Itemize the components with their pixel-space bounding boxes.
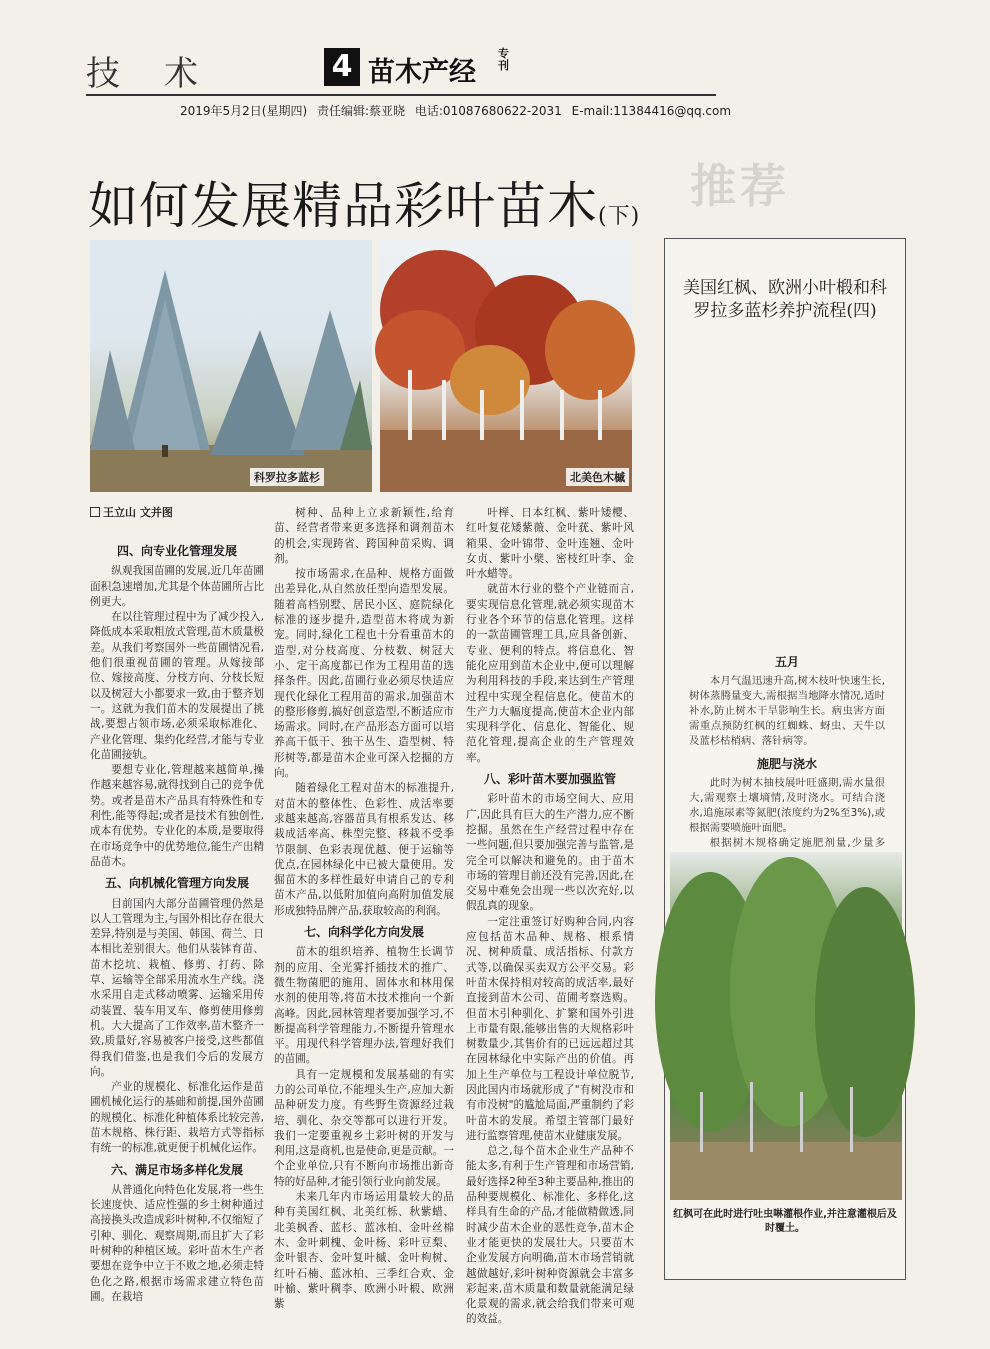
paragraph: 就苗木行业的整个产业链而言,要实现信息化管理,就必须实现苗木行业各个环节的信息化管理。这样的一款苗圃管理工具,应具备创新、专业、便利的特点。将信息化、智能化应用到苗木企业中,便可以理解为利用科技的手段,来达到生产管理过程中实现全程信息化。使苗木的生产力大幅度提高,使苗木企业内部实现科学化、信息化、智能化、规范化管理,提高企业的生产管理效率。 <box>466 583 634 764</box>
paragraph: 在以往管理过程中为了减少投入,降低成本采取粗放式管理,苗木质量极差。从我们考察国外一些苗圃情况看,他们很重视苗圃的管理。从嫁接部位、嫁接高度、分枝方向、分枝长短以及树冠大小都要求一致,由于整齐划一。这就为我们苗木的发展提出了挑战,要想占领市场,必须采取标准化、产业化管理、集约化经营,才能与专业化苗圃接轨。 <box>90 611 264 761</box>
paragraph: 苗木的组织培养、植物生长调节剂的应用、全光雾扦插技术的推广、微生物菌肥的施用、固体水和林用保水剂的使用等,将苗木技术推向一个新高峰。因此,园林管理者要加强学习,不断提高科学管理能力,不断提升管理水平。用现代科学管理办法,管理好我们的苗圃。 <box>274 946 454 1066</box>
paragraph: 一定注重签订好购种合同,内容应包括苗木品种、规格、根系情况、树种质量、成活指标、付款方式等,以确保买卖双方公平交易。彩叶苗木保持相对较高的成活率,最好直接到苗木公司、苗圃考察选购。但苗木引种驯化、扩繁和国外引进上市量有限,能够出售的大规格彩叶树数量少,其售价有的已远远超过其在园林绿化中实际产出的价值。再加上生产单位与工程设计单位脱节,因此国内市场就形成了"有树没市和有市没树"的尴尬局面,严重制约了彩叶苗木的发展。希望主管部门最好进行监察管理,使苗木业健康发展。 <box>466 915 634 1142</box>
section-heading: 五月 <box>774 655 799 669</box>
paragraph: 纵观我国苗圃的发展,近几年苗圃面积急速增加,尤其是个体苗圃所占比例更大。 <box>90 565 264 608</box>
paragraph: 目前国内大部分苗圃管理仍然是以人工管理为主,与国外相比存在很大差异,特别是与美国、韩国、荷兰、日本相比差别很大。他们从装钵育苗、苗木挖坑、栽植、修剪、打药、除草、运输等全部采用流水生产线。浇水采用自走式移动喷雾、运输采用传动装置、装车用叉车、修剪使用修剪机。大大提高了工作效率,苗木整齐一致,质量好,容易被客户接受,这些都值得我们借鉴,也是我们今后的发展方向。 <box>90 897 264 1078</box>
photo-maple-row <box>670 852 902 1200</box>
page-number: 4 <box>324 48 360 86</box>
publication-tag: 专刊 <box>498 47 509 72</box>
headline-main: 如何发展精品彩叶苗木 <box>88 177 598 235</box>
email: E-mail:11384416@qq.com <box>571 104 732 118</box>
headline-part: (下) <box>598 204 641 229</box>
paragraph: 树种、品种上立求新颖性,给育苗、经营者带来更多选择和调剂苗木的机会,实现跨省、跨国种苗采购、调剂。 <box>274 507 454 565</box>
article-column-2 <box>274 506 454 1311</box>
masthead-rule <box>86 94 716 96</box>
bleed-through-text: 推荐 <box>690 159 790 213</box>
photo-caption-left: 科罗拉多蓝杉 <box>250 468 324 486</box>
paragraph: 此时为树木抽枝展叶旺盛期,需水量很大,需观察土壤墒情,及时浇水。可结合浇水,追施尿素等氮肥(浓度约为2%至3%),或根据需要喷施叶面肥。 <box>689 777 885 834</box>
masthead <box>86 40 716 104</box>
section-heading: 四、向专业化管理发展 <box>116 544 237 558</box>
spruce-illustration <box>90 240 372 492</box>
section-heading: 八、彩叶苗木要加强监管 <box>483 772 616 787</box>
paragraph: 叶榉、日本红枫、紫叶矮樱、红叶复花矮紫薇、金叶莸、紫叶风箱果、金叶锦带、金叶连翘、金叶女贞、紫叶小檗、密枝红叶李、金叶水蜡等。 <box>466 507 634 581</box>
article-column-1 <box>90 538 264 1303</box>
paragraph: 随着绿化工程对苗木的标准提升,对苗木的整体性、色彩性、成活率要求越来越高,容器苗具有根系发达、移栽成活率高、株型完整、移栽不受季节限制、色彩表现优越、便于运输等优点,在园林绿化中已被大量使用。发掘苗木的多样性最好申请自己的专利苗木产品,以低附加值向高附加值发展形成独特品牌产品,获取较高的利润。 <box>274 782 454 917</box>
sidebar-photo-caption: 红枫可在此时进行吐虫啉灌根作业,并注意灌根后及时覆土。 <box>673 1209 897 1234</box>
article-column-3 <box>466 506 634 1326</box>
paragraph: 具有一定规模和发展基础的有实力的公司单位,不能埋头生产,应加大新品种研发力度。有些野生资源经过栽培、驯化、杂交等都可以进行开发。我们一定要重视乡土彩叶树的开发与利用,这是商机,也是使命,更是贡献。一个企业单位,只有不断向市场推出新奇特的好品种,才能引领行业向前发展。 <box>274 1068 454 1188</box>
sidebar-title: 美国红枫、欧洲小叶椴和科罗拉多蓝杉养护流程(四) <box>683 278 887 321</box>
section-label: 技术 <box>86 54 242 94</box>
photo-caption-right: 北美色木槭 <box>566 468 629 486</box>
issue-date: 2019年5月2日(星期四) <box>180 104 308 118</box>
paragraph: 彩叶苗木的市场空间大、应用广,因此具有巨大的生产潜力,应不断挖掘。虽然在生产经营过程中存在一些问题,但只要加强完善与监管,是完全可以解决和避免的。由于苗木市场的管理目前还没有完善,因此,在交易中难免会出现一些以次充好,以假乱真的现象。 <box>466 793 634 913</box>
maple-row-illustration <box>670 852 902 1200</box>
paragraph: 按市场需求,在品种、规格方面做出差异化,从自然放任型向造型发展。随着高档别墅、居民小区、庭院绿化标准的逐步提升,造型苗木将成为新宠。同时,绿化工程也十分看重苗木的造型,对分枝高度、分枝数、树冠大小、定干高度都已作为工程用苗的选择条件。因此,苗圃行业必须尽快适应现代化绿化工程用苗的需求,加强苗木的整形修剪,搞好创意造型,不断适应市场需求。同时,在产品形态方面可以培养高干低干、独干丛生、造型树、特形树等,都是苗木企业可深入挖掘的方向。 <box>274 568 454 780</box>
paragraph: 未来几年内市场运用量较大的品种有美国红枫、北美红栎、秋紫蜡、北美枫香、蓝杉、蓝冰柏、金叶丝棉木、金叶刺槐、金叶杨、彩叶豆梨、金叶银杏、金叶复叶槭、金叶枸树、红叶石楠、蓝冰柏、三季红合欢、金叶榆、紫叶稠李、欧洲小叶椴、欧洲紫 <box>274 1191 454 1311</box>
paragraph: 从普通化向特色化发展,将一些生长速度快、适应性强的乡土树种通过高接换头改造成彩叶树种,不仅缩短了引种、驯化、观察周期,而且扩大了彩叶树种的种植区域。彩叶苗木生产者要想在竞争中立于不败之地,必须走特色化之路,根据市场需求建立特色苗圃。在栽培 <box>90 1183 264 1303</box>
editor: 责任编辑:蔡亚晓 <box>317 104 406 118</box>
section-heading: 施肥与浇水 <box>756 757 817 771</box>
photo-blue-spruce <box>90 240 372 492</box>
masthead-info <box>180 102 737 119</box>
publication-name: 苗木产经 <box>368 57 476 88</box>
byline: 王立山 文并图 <box>90 504 173 520</box>
paragraph: 总之,每个苗木企业生产品种不能太多,有利于生产管理和市场营销,最好选择2种至3种主要品种,推出的品种要规模化、标准化、多样化,这样具有生命的产品,才能做精做透,同时减少苗木企业的恶性竞争,苗木企业才能更快的发展壮大。只要苗木企业发展方向明确,苗木市场营销就越做越好,彩叶树种资源就会丰富多彩起来,苗木质量和数量就能满足绿化景观的需求,就会给我们带来可观的效益。 <box>466 1145 634 1326</box>
section-heading: 六、满足市场多样化发展 <box>110 1162 243 1177</box>
paragraph: 产业的规模化、标准化运作是苗圃机械化运行的基础和前提,国外苗圃的规模化、标准化种植体系比较完善,苗木规格、株行距、栽培方式等指标有统一的标准,就更便于机械化运作。 <box>90 1081 264 1155</box>
section-heading: 七、向科学化方向发展 <box>303 925 424 940</box>
photo-red-maple <box>380 240 632 492</box>
headline <box>88 166 640 238</box>
phone: 电话:01087680622-2031 <box>414 104 562 118</box>
paragraph: 本月气温迅速升高,树木枝叶快速生长,树体蒸腾量变大,需根据当地降水情况,适时补水,防止树木干旱影响生长。病虫害方面需重点预防红枫的红蜘蛛、蚜虫、天牛以及蓝杉枯梢病、落针病等。 <box>689 675 885 747</box>
paragraph: 要想专业化,管理越来越简单,操作越来越容易,就得找到自己的竞争优势。或者是苗木产品具有特殊性和专利性,能等得起;或者是技术有独创性,成本有优势。专业化的本质,是要取得在市场竞争中的优势地位,能生产出精品苗木。 <box>90 764 264 868</box>
maple-illustration <box>380 240 632 492</box>
paragraph: 根据树木规格确定施肥剂量,少量多 <box>709 837 885 849</box>
section-heading: 五、向机械化管理方向发展 <box>104 876 249 891</box>
